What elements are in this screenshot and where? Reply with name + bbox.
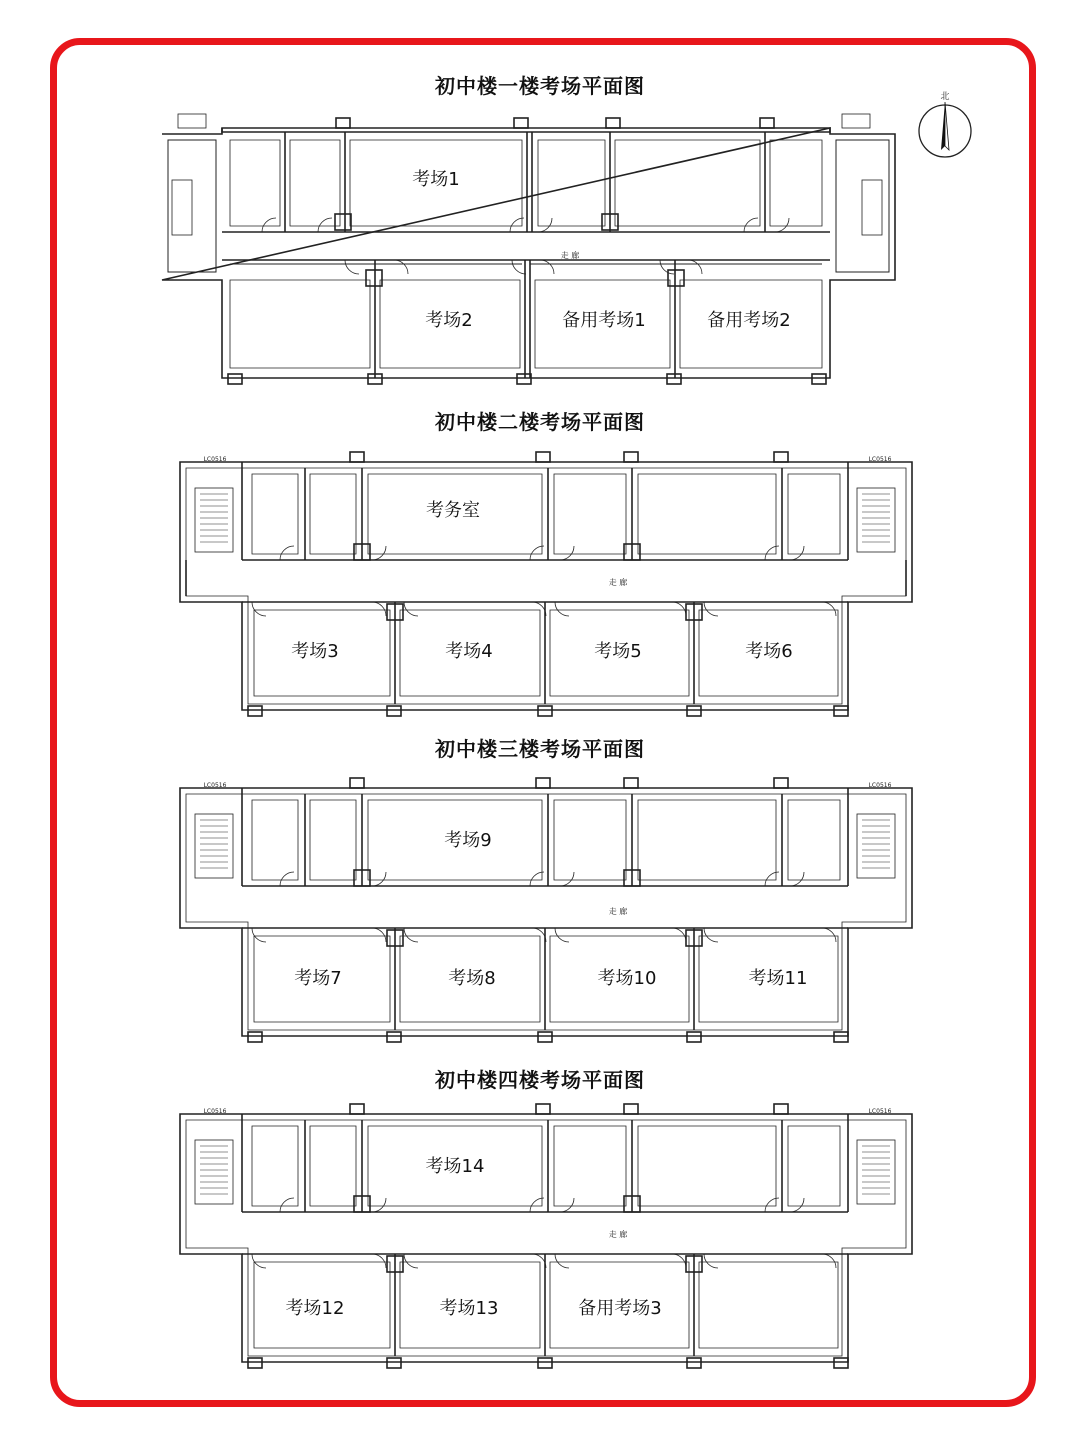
room-bottom-4: 考场11 — [748, 968, 808, 989]
room-top-3: 考务室 — [426, 500, 480, 521]
corridor-label: 走 廊 — [560, 251, 580, 260]
floor-4-plan — [0, 1100, 1080, 1375]
room-bottom-2: 考场13 — [439, 1298, 499, 1319]
floor-3-plan — [0, 774, 1080, 1044]
room-bottom-1: 考场3 — [291, 641, 339, 662]
window-label-left: LC0516 — [203, 782, 227, 789]
corridor-label: 走 廊 — [608, 1230, 628, 1239]
corridor-label: 走 廊 — [608, 578, 628, 587]
room-bottom-2: 考场4 — [445, 641, 493, 662]
compass-label: 北 — [940, 92, 950, 102]
floor-4-title: 初中楼四楼考场平面图 — [435, 1068, 645, 1092]
room-top-3: 考场14 — [425, 1156, 485, 1177]
room-bottom-4: 备用考场2 — [707, 310, 791, 331]
room-bottom-3: 考场5 — [594, 641, 642, 662]
room-bottom-3: 考场10 — [597, 968, 657, 989]
room-bottom-2: 考场8 — [448, 968, 496, 989]
window-label-right: LC0516 — [868, 782, 892, 789]
corridor-label: 走 廊 — [608, 907, 628, 916]
floor-3-title: 初中楼三楼考场平面图 — [435, 737, 645, 761]
floor-1-plan — [0, 110, 1080, 385]
window-label-right: LC0516 — [868, 1108, 892, 1115]
floor-2-title: 初中楼二楼考场平面图 — [435, 410, 645, 434]
floor-2-plan — [0, 448, 1080, 718]
window-label-left: LC0516 — [203, 1108, 227, 1115]
room-top-3: 考场9 — [444, 830, 492, 851]
room-bottom-3: 备用考场3 — [578, 1298, 662, 1319]
room-bottom-1: 考场12 — [285, 1298, 345, 1319]
room-top-3: 考场1 — [412, 169, 460, 190]
floor-1-title: 初中楼一楼考场平面图 — [435, 74, 645, 98]
window-label-right: LC0516 — [868, 456, 892, 463]
room-bottom-4: 考场6 — [745, 641, 793, 662]
room-bottom-1: 考场7 — [294, 968, 342, 989]
window-label-left: LC0516 — [203, 456, 227, 463]
room-bottom-3: 备用考场1 — [562, 310, 646, 331]
room-bottom-2: 考场2 — [425, 310, 473, 331]
